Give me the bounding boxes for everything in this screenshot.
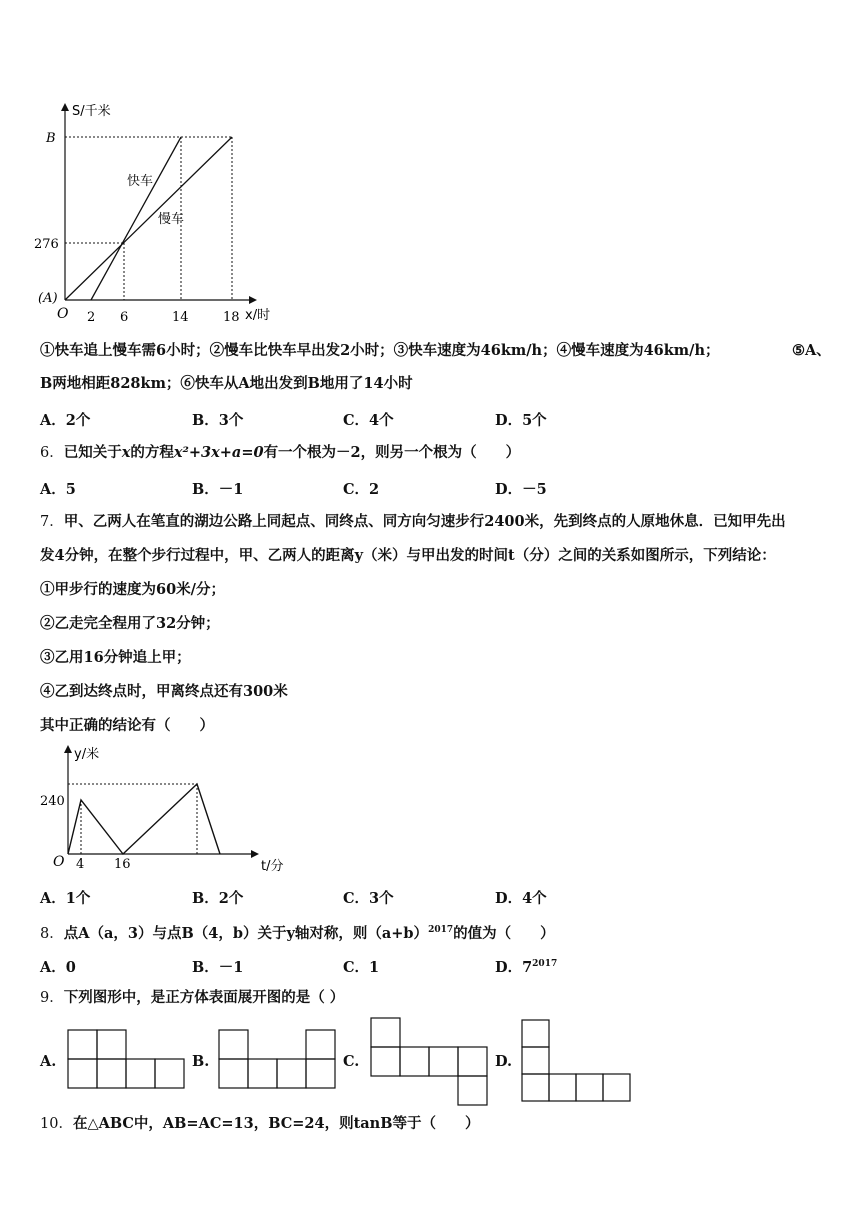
graph2-y-arrow [64, 745, 72, 753]
graph2-y-label: y/米 [74, 747, 100, 762]
graph1-tick-18: 18 [223, 310, 240, 325]
q7-option-d[interactable]: D．4个 [495, 890, 547, 907]
q7-line2: 发4分钟，在整个步行过程中，甲、乙两人的距离y（米）与甲出发的时间t（分）之间的关系如图所示，下列结论： [40, 547, 776, 564]
q8-text: 点A（a，3）与点B（4，b）关于y轴对称，则（a+b） [63, 924, 429, 942]
q9-text: 下列图形中，是正方体表面展开图的是（ ） [63, 989, 345, 1006]
q5-statements-line1: ①快车追上慢车需6小时；②慢车比快车早出发2小时；③快车速度为46km/h；④慢车速度为46km/h； [40, 342, 720, 359]
q7-statement-4: ④乙到达终点时，甲离终点还有300米 [40, 683, 288, 700]
q8-option-d[interactable] [495, 956, 557, 977]
q8-option-d-text: D．7 [495, 959, 533, 976]
distance-difference-graph [35, 740, 295, 880]
q7-option-c[interactable]: C．3个 [343, 890, 394, 907]
graph1-label-a: (A) [38, 291, 58, 306]
graph1-tick-14: 14 [172, 310, 189, 325]
q6-option-b[interactable]: B．－1 [192, 481, 244, 498]
graph1-x-label: x/时 [245, 308, 271, 323]
q8-option-b[interactable]: B．－1 [192, 959, 244, 976]
q7-option-a[interactable]: A．1个 [40, 890, 91, 907]
q9-option-d-label[interactable]: D. [495, 1053, 513, 1070]
q5-option-a[interactable]: A．2个 [40, 412, 91, 429]
fast-car-label: 快车 [127, 174, 154, 189]
q9-number: 9． [40, 990, 64, 1006]
q6-number: 6． [40, 445, 64, 461]
graph1-origin: O [57, 306, 69, 322]
q5-option-b[interactable]: B．3个 [192, 412, 244, 429]
q9-option-b-label[interactable]: B. [192, 1053, 210, 1070]
q6-option-c[interactable]: C．2 [343, 481, 380, 498]
graph1-y-arrow [61, 103, 69, 111]
q8-option-a[interactable]: A．0 [40, 959, 76, 976]
q6-question [40, 443, 520, 463]
q7-statement-3: ③乙用16分钟追上甲； [40, 649, 191, 666]
graph2-tick-4: 4 [76, 857, 85, 872]
q6-text-b: 的方程 [130, 444, 174, 461]
q6-text-c: 有一个根为－2，则另一个根为（ ） [263, 444, 521, 461]
graph1-label-276: 276 [34, 237, 59, 252]
graph2-x-arrow [251, 850, 259, 858]
q9-net-c[interactable] [370, 1017, 494, 1107]
q9-question [40, 988, 344, 1008]
q6-equation: x²+3x+a=0 [173, 444, 264, 461]
q5-option-c[interactable]: C．4个 [343, 412, 394, 429]
distance-time-graph [30, 95, 290, 330]
graph1-label-b: B [46, 131, 56, 146]
q10-text: 在△ABC中，AB=AC=13，BC=24，则tanB等于（ ） [72, 1115, 480, 1132]
q10-number: 10． [40, 1116, 73, 1132]
distance-polyline [68, 784, 220, 854]
q8-text-end: 的值为（ ） [453, 924, 555, 942]
graph1-tick-6: 6 [120, 310, 129, 325]
q5-option-d[interactable]: D．5个 [495, 412, 547, 429]
q9-option-c-label[interactable]: C. [343, 1053, 360, 1070]
graph2-label-240: 240 [40, 794, 65, 809]
q9-net-a[interactable] [67, 1029, 187, 1091]
q7-number: 7． [40, 514, 64, 530]
q6-option-a[interactable]: A．5 [40, 481, 76, 498]
q9-option-a-label[interactable]: A. [40, 1053, 57, 1070]
q7-line1-text: 甲、乙两人在笔直的湖边公路上同起点、同终点、同方向匀速步行2400米，先到终点的人原地休息．已知甲先出 [63, 513, 786, 530]
q7-statement-2: ②乙走完全程用了32分钟； [40, 615, 220, 632]
q7-option-b[interactable]: B．2个 [192, 890, 244, 907]
q8-option-c[interactable]: C．1 [343, 959, 380, 976]
q5-statements-line2: B两地相距828km；⑥快车从A地出发到B地用了14小时 [40, 375, 413, 392]
slow-car-label: 慢车 [158, 212, 185, 227]
graph1-y-label: S/千米 [72, 104, 111, 119]
q8-number: 8． [40, 925, 64, 942]
slow-car-line [65, 137, 232, 300]
q7-statement-1: ①甲步行的速度为60米/分； [40, 581, 225, 598]
q7-question: 其中正确的结论有（ ） [40, 717, 214, 734]
q6-option-d[interactable]: D．－5 [495, 481, 547, 498]
q7-line1 [40, 512, 786, 532]
graph2-x-label: t/分 [261, 859, 284, 874]
graph1-x-arrow [249, 296, 257, 304]
q9-net-d[interactable] [521, 1019, 635, 1105]
graph1-tick-2: 2 [87, 310, 96, 325]
q10-question [40, 1114, 479, 1134]
graph2-origin: O [53, 854, 65, 870]
graph2-tick-16: 16 [114, 857, 131, 872]
q5-statement5-start: ⑤A、 [792, 342, 831, 359]
q6-var-x: x [121, 444, 131, 461]
q8-exponent: 2017 [428, 925, 454, 935]
q9-net-b[interactable] [218, 1029, 338, 1091]
q6-text-a: 已知关于 [63, 444, 122, 461]
q8-option-d-exponent: 2017 [532, 959, 558, 970]
q8-question [40, 920, 555, 944]
